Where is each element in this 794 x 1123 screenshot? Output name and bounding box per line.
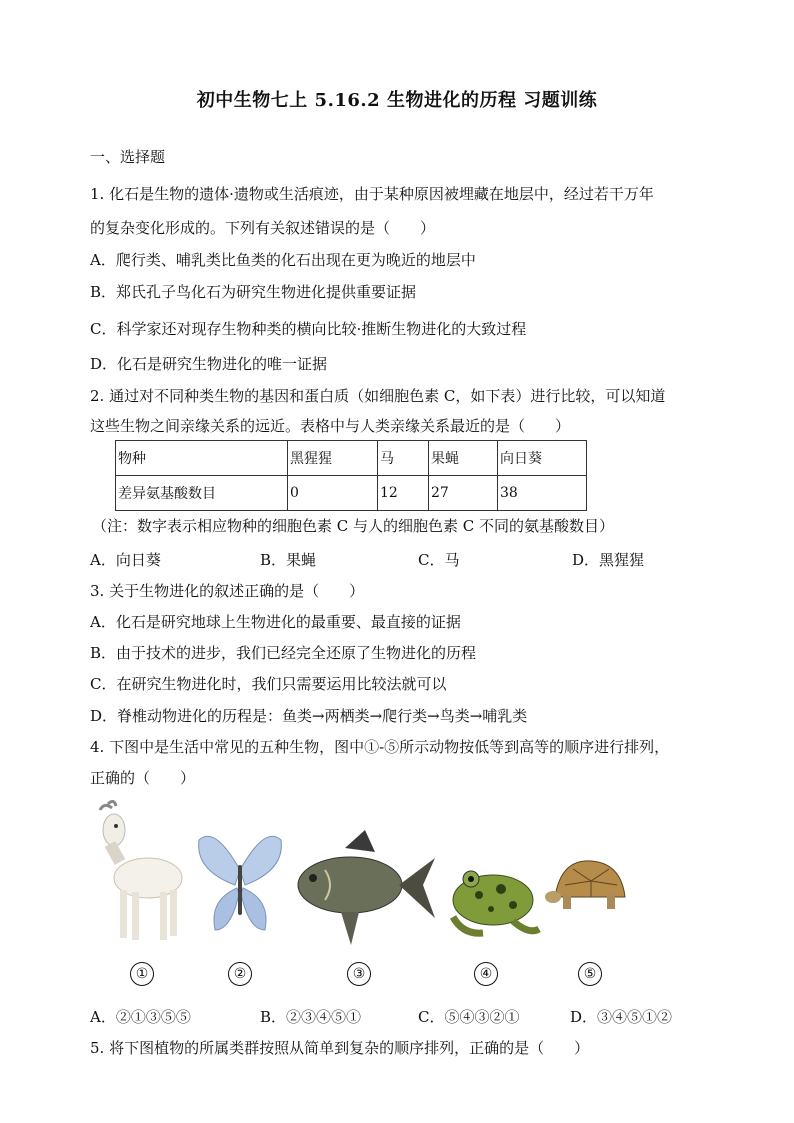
question-1-text-line-1: 1. 化石是生物的遗体·遗物或生活痕迹，由于某种原因被埋藏在地层中，经过若干万年: [90, 185, 654, 203]
label-3: ③: [347, 962, 371, 986]
label-2: ②: [228, 962, 252, 986]
question-1-option-c: C．科学家还对现存生物种类的横向比较·推断生物进化的大致过程: [90, 320, 527, 338]
question-2-option-b: B．果蝇: [260, 551, 317, 569]
section-heading: 一、选择题: [90, 148, 166, 166]
label-4: ④: [474, 962, 498, 986]
question-1-option-d: D．化石是研究生物进化的唯一证据: [90, 355, 328, 373]
label-5: ⑤: [578, 962, 602, 986]
carp-fish-image: [295, 830, 437, 950]
question-4-option-a: A．②①③⑤⑤: [90, 1008, 191, 1026]
document-title: 初中生物七上 5.16.2 生物进化的历程 习题训练: [196, 90, 598, 111]
table-cell: 黑猩猩: [288, 441, 378, 476]
question-2-note: （注：数字表示相应物种的细胞色素 C 与人的细胞色素 C 不同的氨基酸数目）: [92, 517, 615, 535]
question-3-option-c: C．在研究生物进化时，我们只需要运用比较法就可以: [90, 675, 447, 693]
table-cell: 差异氨基酸数目: [116, 476, 288, 511]
question-4-option-d: D．③④⑤①②: [570, 1008, 673, 1026]
question-4-text-line-1: 4. 下图中是生活中常见的五种生物，图中①-⑤所示动物按低等到高等的顺序进行排列，: [90, 738, 670, 756]
question-2-option-a: A．向日葵: [90, 551, 161, 569]
goat-image: [90, 800, 185, 950]
table-row: [116, 476, 587, 511]
question-2-option-d: D．黑猩猩: [572, 551, 645, 569]
cytochrome-c-table: [115, 440, 587, 511]
question-2-options: [90, 549, 710, 570]
animal-figure: [90, 800, 710, 1000]
tortoise-image: [545, 855, 633, 925]
question-4-options: [90, 1006, 710, 1027]
question-4-option-b: B．②③④⑤①: [260, 1008, 362, 1026]
table-cell: 12: [378, 476, 429, 511]
table-cell: 果蝇: [429, 441, 498, 476]
question-2-text-line-1: 2. 通过对不同种类生物的基因和蛋白质（如细胞色素 C，如下表）进行比较，可以知道: [90, 387, 666, 405]
question-3-text: 3. 关于生物进化的叙述正确的是（ ）: [90, 582, 365, 600]
question-1-text-line-2: 的复杂变化形成的。下列有关叙述错误的是（ ）: [90, 219, 436, 237]
question-3-option-d: D．脊椎动物进化的历程是：鱼类→两栖类→爬行类→鸟类→哺乳类: [90, 707, 528, 725]
question-1-option-b: B．郑氏孔子鸟化石为研究生物进化提供重要证据: [90, 283, 417, 301]
question-1-option-a: A．爬行类、哺乳类比鱼类的化石出现在更为晚近的地层中: [90, 251, 476, 269]
question-3-option-b: B．由于技术的进步，我们已经完全还原了生物进化的历程: [90, 644, 477, 662]
table-cell: 38: [498, 476, 587, 511]
question-3-option-a: A．化石是研究地球上生物进化的最重要、最直接的证据: [90, 613, 461, 631]
butterfly-image: [195, 830, 285, 945]
table-row: [116, 441, 587, 476]
table-cell: 0: [288, 476, 378, 511]
table-cell: 向日葵: [498, 441, 587, 476]
label-1: ①: [130, 962, 154, 986]
question-4-option-c: C．⑤④③②①: [418, 1008, 520, 1026]
frog-image: [443, 855, 541, 940]
table-cell: 物种: [116, 441, 288, 476]
question-2-option-c: C．马: [418, 551, 460, 569]
table-cell: 马: [378, 441, 429, 476]
table-cell: 27: [429, 476, 498, 511]
question-4-text-line-2: 正确的（ ）: [90, 769, 196, 787]
question-2-text-line-2: 这些生物之间亲缘关系的远近。表格中与人类亲缘关系最近的是（ ）: [90, 417, 571, 435]
question-5-text: 5. 将下图植物的所属类群按照从简单到复杂的顺序排列，正确的是（ ）: [90, 1039, 590, 1057]
